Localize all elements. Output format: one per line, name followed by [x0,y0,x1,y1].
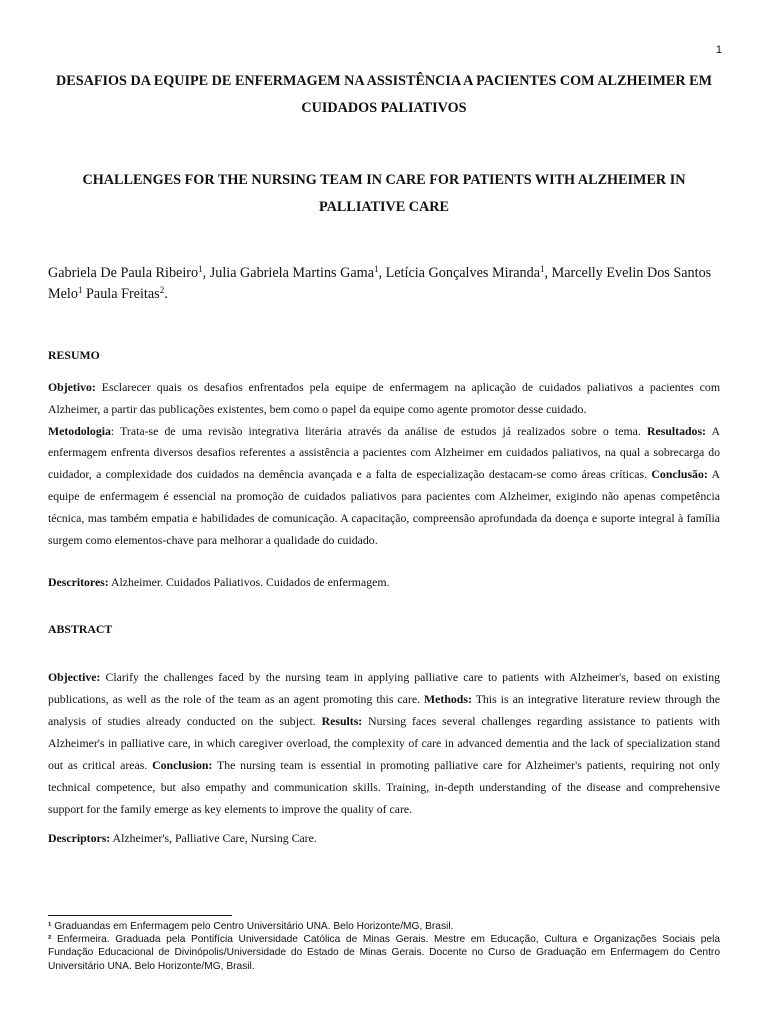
author-affiliation-mark: 1 [540,264,545,274]
page-number: 1 [715,44,722,56]
resumo-heading: RESUMO [48,348,100,362]
author-affiliation-mark: 1 [77,285,83,295]
author-name: Julia Gabriela Martins Gama [209,265,374,281]
objetivo-text: Esclarecer quais os desafios enfrentados pela equipe de enfermagem na aplicação de cuidados paliativos a pacientes com Alzheimer, a partir das publicações existentes, bem como o papel da equipe como agente promotor desse cuidado [48,380,720,416]
resultados-text: A enfermagem enfrenta diversos desafios referentes a assistência a pacientes com Alzheimer em cuidados paliativos, na qual a sobrecarga do cuidador, a complexidade dos cuidados na demência avançada e a falta de especialização destacam-se como áreas críticas. [48,423,720,482]
methods-text: This is an integrative literature review through the analysis of studies already conducted on the subject. [48,692,721,728]
descritores-label: Descritores: [48,575,109,589]
conclusion-label: Conclusion: [152,758,213,772]
conclusao-text: A equipe de enfermagem é essencial na promoção de cuidados paliativos para pacientes com Alzheimer, exigindo não apenas competência técnica, mas também empatia e habilidades de comunicação. A capacitação, compreensão aprofundada da doença e suporte integral à família surgem como elementos-chave para melhorar a qualidade do cuidado. [48,467,720,547]
footnote-mark: ² [48,934,52,946]
results-text: Nursing faces several challenges regarding assistance to patients with Alzheimer's in palliative care, in which caregiver overload, the complexity of care in advanced dementia and the lack of specialization stand out as critical areas. [48,714,720,772]
author-affiliation-mark: 2 [159,285,165,295]
footnote-text: Enfermeira. Graduada pela Pontifícia Universidade Católica de Minas Gerais. Mestre em Educação, Cultura e Organizações Sociais pela Fundação Educacional de Divinópolis/Universidade do Estado de Minas Gerais. Docente no Curso de Graduação em Enfermagem do Centro Universitário UNA. Belo Horizonte/MG, Brasil. [48,934,720,972]
footnote [48,933,720,973]
objetivo-end: . [583,401,587,416]
objective-label: Objective: [48,670,101,684]
author-separator: , [544,265,552,281]
author-separator: , [378,265,386,281]
author-separator: , [202,265,210,281]
footnote-mark: ¹ [48,921,52,932]
footnotes [48,920,720,973]
objective-text: Clarify the challenges faced by the nursing team in applying palliative care to patients with Alzheimer's, based on existing publications, as well as the role of the team as an agent promoting this care. [48,670,720,706]
footnote-text: Graduandas em Enfermagem pelo Centro Universitário UNA. Belo Horizonte/MG, Brasil. [51,921,454,932]
results-label: Results: [321,714,363,728]
author-separator: . [164,286,168,302]
metodologia-label: Metodologia [48,423,111,438]
title-portuguese: DESAFIOS DA EQUIPE DE ENFERMAGEM NA ASSISTÊNCIA A PACIENTES COM ALZHEIMER EM CUIDADOS PALIATIVOS [55,73,713,116]
abstract-body [48,666,720,820]
author-affiliation-mark: 1 [374,264,379,274]
author-list [48,263,720,305]
objetivo-label: Objetivo: [48,380,96,394]
descriptors [48,829,720,847]
abstract-heading: ABSTRACT [48,622,113,636]
descriptors-label: Descriptors: [48,831,111,845]
author-name: Paula Freitas [86,286,160,302]
descriptors-text: Alzheimer's, Palliative Care, Nursing Care. [110,831,317,845]
title-english: CHALLENGES FOR THE NURSING TEAM IN CARE FOR PATIENTS WITH ALZHEIMER IN PALLIATIVE CARE [82,172,686,215]
resultados-label: Resultados: [646,423,706,438]
conclusao-label: Conclusão: [651,467,708,482]
descritores [48,573,720,591]
methods-label: Methods: [424,692,472,706]
footnote-divider [48,915,232,916]
metodologia-text: : Trata-se de uma revisão integrativa literária através da análise de estudos já realizados sobre o tema. [110,423,647,438]
conclusion-text: The nursing team is essential in promoting palliative care for Alzheimer's patients, requiring not only technical competence, but also empathy and communication skills. Training, in-depth understanding of the disease and comprehensive support for the family emerge as key elements to improve the quality of care. [48,758,720,816]
author-name: Letícia Gonçalves Miranda [385,265,541,281]
author-affiliation-mark: 1 [198,264,203,274]
author-name: Marcelly Evelin Dos Santos Melo [48,265,712,302]
footnote [48,920,720,933]
author-name: Gabriela De Paula Ribeiro [48,265,199,281]
descritores-text: Alzheimer. Cuidados Paliativos. Cuidados de enfermagem. [108,575,390,589]
resumo-body [48,377,720,551]
